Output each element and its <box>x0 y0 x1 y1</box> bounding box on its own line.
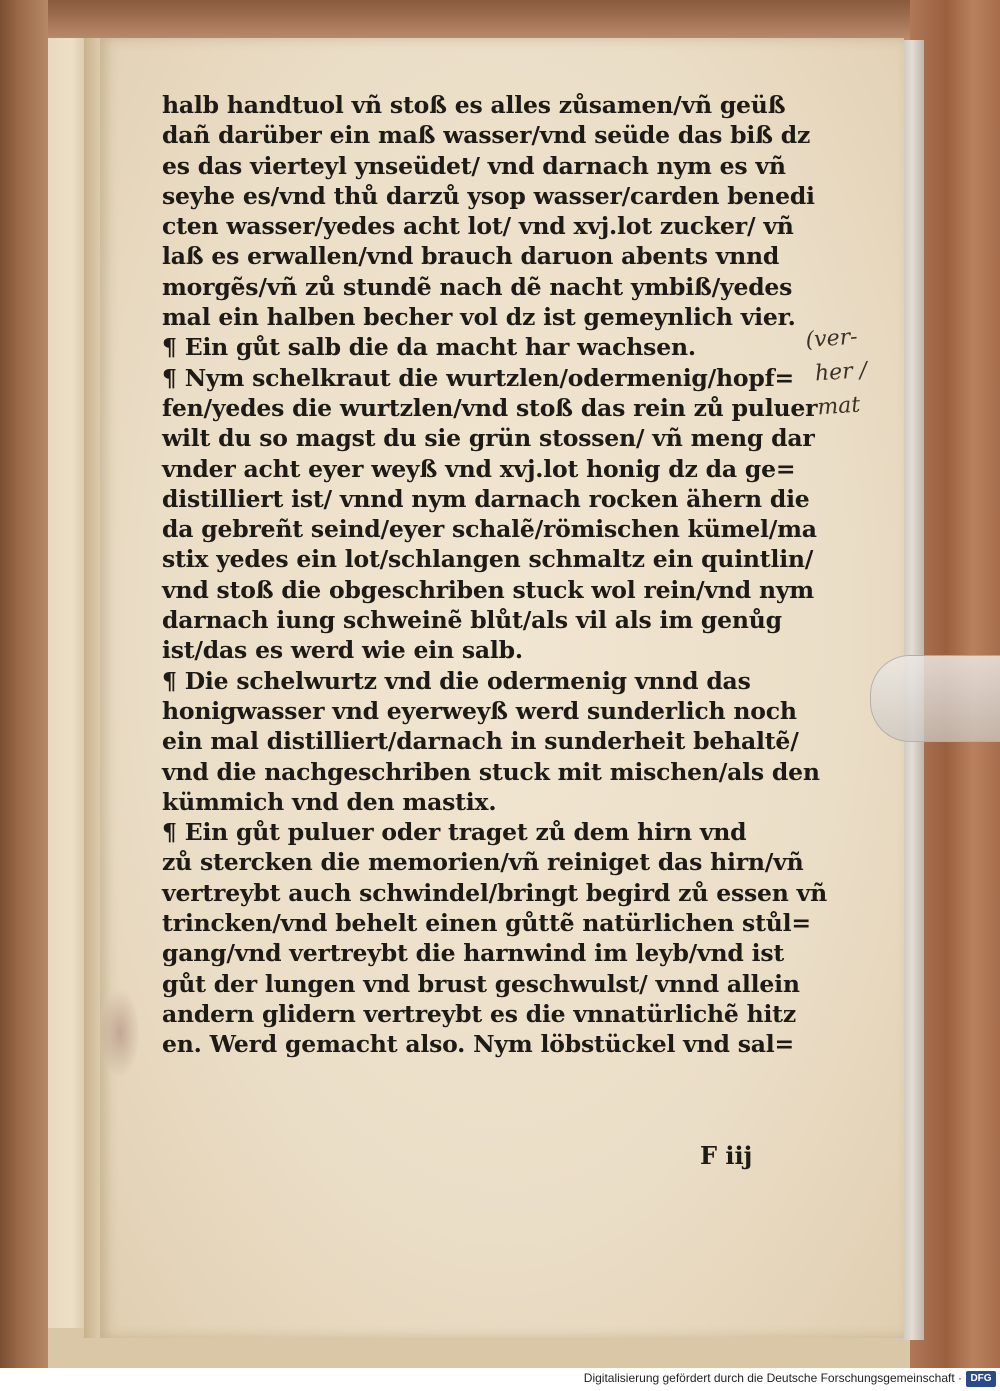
text-line: da gebreñt seind/eyer schalẽ/römischen kümel/ma <box>162 515 817 544</box>
text-line: stix yedes ein lot/schlangen schmaltz ein quintlin/ <box>162 545 814 574</box>
text-line: vnd die nachgeschriben stuck mit mischen/als den <box>162 757 820 786</box>
text-line: andern glidern vertreybt es die vnnatürlichẽ hitz <box>162 999 796 1028</box>
text-line: cten wasser/yedes acht lot/ vnd xvj.lot zucker/ vñ <box>162 212 794 241</box>
text-line: ¶ Nym schelkraut die wurtzlen/odermenig/hopf= <box>162 363 795 392</box>
plastic-page-clip <box>870 655 1000 742</box>
text-line: zů stercken die memorien/vñ reiniget das hirn/vñ <box>162 848 804 877</box>
text-line: ein mal distilliert/darnach in sunderheit behaltẽ/ <box>162 727 799 756</box>
cover-left-edge <box>0 0 48 1368</box>
text-line: ¶ Die schelwurtz vnd die odermenig vnnd das <box>162 666 751 695</box>
handwritten-marginalia: (ver- her / mat <box>804 324 868 421</box>
verso-page-edge <box>48 38 88 1328</box>
text-line: seyhe es/vnd thů darzů ysop wasser/carden benedi <box>162 181 815 210</box>
text-line: morgẽs/vñ zů stundẽ nach dẽ nacht ymbiß/yedes <box>162 272 793 301</box>
text-line: ¶ Ein gůt salb die da macht har wachsen. <box>162 333 696 362</box>
dfg-logo: DFG <box>966 1371 996 1387</box>
text-line: vnder acht eyer weyß vnd xvj.lot honig dz da ge= <box>162 454 796 483</box>
text-line: trincken/vnd behelt einen gůttẽ natürlichen stůl= <box>162 909 811 938</box>
footer-bar <box>0 1368 1000 1391</box>
text-line: gang/vnd vertreybt die harnwind im leyb/vnd ist <box>162 939 785 968</box>
page-stain <box>100 988 140 1078</box>
text-line: halb handtuol vñ stoß es alles zůsamen/vñ geüß <box>162 91 786 119</box>
footer-credit: Digitalisierung gefördert durch die Deutsche Forschungsgemeinschaft · <box>583 1371 962 1385</box>
cover-top-edge <box>0 0 1000 40</box>
text-line: laß es erwallen/vnd brauch daruon abents vnnd <box>162 242 780 271</box>
text-line: mal ein halben becher vol dz ist gemeynlich vier. <box>162 303 796 332</box>
text-line: es das vierteyl ynseüdet/ vnd darnach nym es vñ <box>162 151 786 180</box>
text-line: en. Werd gemacht also. Nym löbstückel vnd sal= <box>162 1030 795 1059</box>
text-line: gůt der lungen vnd brust geschwulst/ vnnd allein <box>162 969 800 998</box>
text-line: ist/das es werd wie ein salb. <box>162 636 523 665</box>
text-line: fen/yedes die wurtzlen/vnd stoß das rein zů puluer <box>162 393 818 422</box>
text-line: kümmich vnd den mastix. <box>162 787 497 816</box>
text-line: ¶ Ein gůt puluer oder traget zů dem hirn vnd <box>162 818 747 847</box>
signature-mark: F iij <box>700 1141 753 1170</box>
text-line: honigwasser vnd eyerweyß werd sunderlich noch <box>162 696 797 725</box>
text-block <box>162 90 827 1060</box>
recto-page <box>100 38 904 1338</box>
text-line: dañ darüber ein maß wasser/vnd seüde das biß dz <box>162 121 811 150</box>
text-line: distilliert ist/ vnnd nym darnach rocken ähern die <box>162 484 810 513</box>
text-line: darnach iung schweinẽ blůt/als vil als im genůg <box>162 606 782 635</box>
text-line: vnd stoß die obgeschriben stuck wol rein/vnd nym <box>162 575 814 604</box>
text-line: vertreybt auch schwindel/bringt begird zů essen vñ <box>162 878 827 907</box>
text-line: wilt du so magst du sie grün stossen/ vñ meng dar <box>162 424 815 453</box>
